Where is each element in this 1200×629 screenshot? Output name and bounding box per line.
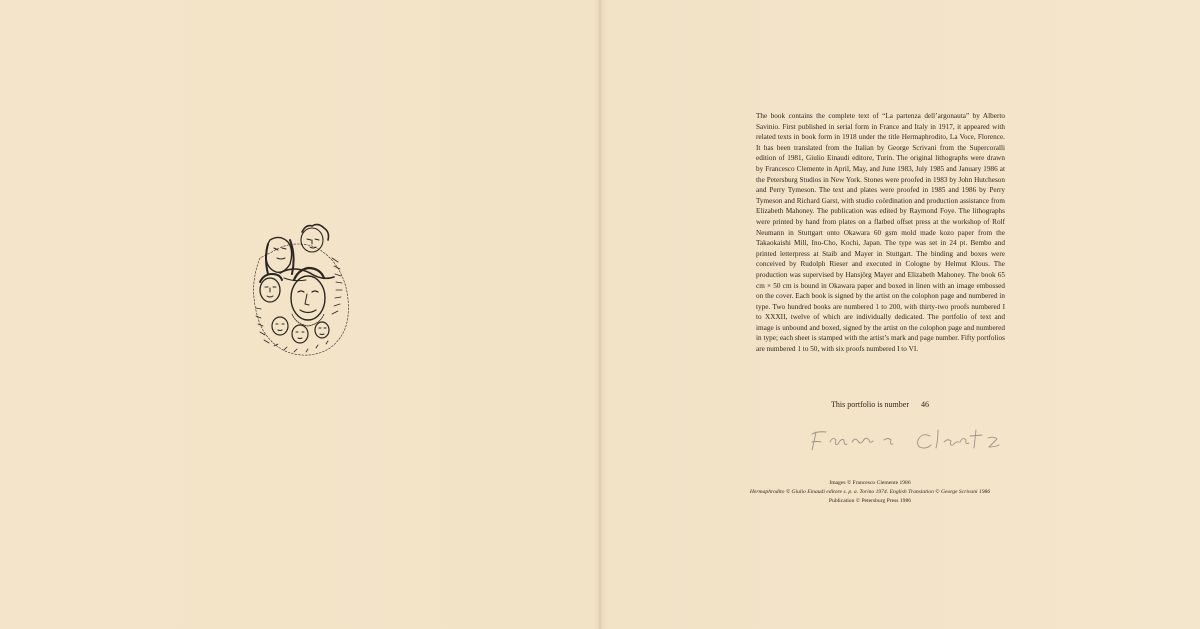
copyright-credits (720, 479, 1020, 506)
colophon-paragraph: The book contains the complete text of “La partenza dell’argonauta” by Alberto Savinio. First published in serial form in France and Italy in 1917, it appeared with related texts in book form in 1918 under the title Hermaphrodito, La Voce, Florence. It has been translated from the Italian by George Scrivani from the Supercoralli edition of 1981, Giulio Einaudi editore, Turin. The original lithographs were drawn by Francesco Clemente in April, May, and June 1983, July 1985 and January 1986 at the Petersburg Studios in New York. Stones were proofed in 1983 by John Hutcheson and Perry Tymeson. The text and plates were proofed in 1985 and 1986 by Perry Tymeson and Richard Garst, with studio coördination and production assistance from Elizabeth Mahoney. The publication was edited by Raymond Foye. The lithographs were printed by hand from plates on a flatbed offset press at the workshop of Rolf Neumann in Stuttgart onto Okawara 60 gsm mold made kozo paper from the Takaokaishi Mill, Ino-Cho, Kochi, Japan. The type was set in 24 pt. Bembo and printed letterpress at Staib and Mayer in Stuttgart. The binding and boxes were conceived by Rudolph Rieser and executed in Cologne by Helmut Klous. The production was supervised by Hansjörg Mayer and Elizabeth Mahoney. The book 65 cm × 50 cm is bound in Okawara paper and boxed in linen with an image embossed on the cover. Each book is signed by the artist on the colophon page and numbered in type. Two hundred books are numbered 1 to 200, with thirty-two proofs numbered I to XXXII, twelve of which are individually dedicated. The portfolio of text and image is unbound and boxed, signed by the artist on the colophon page and numbered in type; each sheet is stamped with the artist’s mark and page number. Fifty portfolios are numbered 1 to 50, with six proofs numbered I to VI. (756, 112, 1005, 354)
portfolio-label: This portfolio is number (831, 400, 909, 409)
credit-images: Images © Francesco Clemente 1986 (829, 480, 911, 486)
colophon-text (756, 111, 1005, 355)
artist-signature (800, 420, 1020, 460)
faces-vignette-icon (240, 218, 360, 358)
book-gutter (598, 0, 602, 629)
credit-text: Hermaphrodito © Giulio Einaudi editore s. p. a. Torino 1974. English Translation © George Scrivani 1986 (749, 489, 991, 495)
credit-publication: Publication © Petersburg Press 1986 (828, 498, 912, 504)
portfolio-number: 46 (921, 400, 929, 409)
portfolio-number-line (760, 400, 1000, 409)
